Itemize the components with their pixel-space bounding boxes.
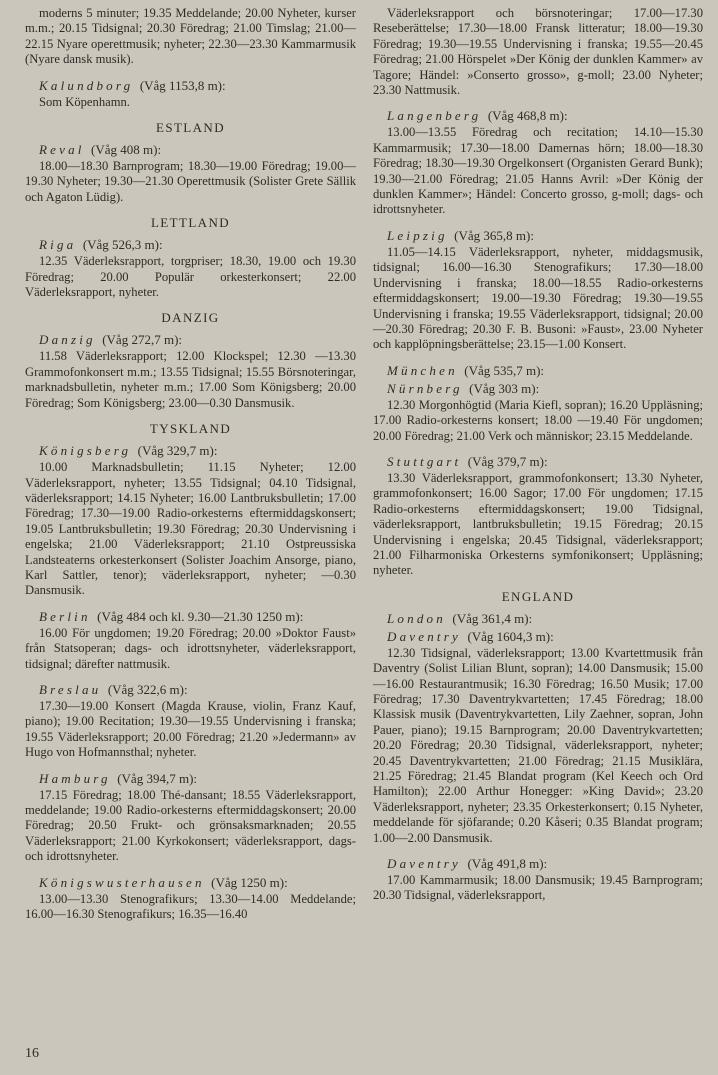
program-paragraph: 13.30 Väderleksrapport, grammofonkonsert; 13.30 Nyheter, grammofonkonsert; 16.00 Sagor; 17.00 För ungdomen; 17.15 Radio-orkesterns eftermiddagskonsert; 19.00 Tidsignal, väderleksrapport, lantbruksbulletin; 19.15 Föredrag; 20.15 Undervisning i engelska; 20.45 Tidsignal, väderleksrapport; 21.00 Filharmoniska Orkesterns symfonikonsert; Uppläsning; nyheter. [373, 470, 703, 578]
station-name: Leipzig [387, 227, 448, 243]
program-paragraph: 12.30 Morgonhögtid (Maria Kiefl, sopran); 16.20 Uppläsning; 17.00 Radio-orkesterns konsert; 18.00 —19.40 För ungdomen; 20.00 Föredrag; 21.00 Verk och människor; 23.15 Meddelande. [373, 397, 703, 443]
station-heading-leipzig [373, 227, 703, 245]
wavelength: (Våg 361,4 m): [452, 610, 533, 626]
program-paragraph: Som Köpenhamn. [39, 94, 130, 109]
country-heading-lettland: LETTLAND [150, 215, 231, 231]
station-name: Danzig [39, 332, 96, 348]
country-heading-england: ENGLAND [501, 588, 575, 604]
page-number: 16 [25, 1046, 39, 1061]
wavelength: (Våg 1153,8 m): [139, 77, 226, 93]
program-paragraph: 13.00—13.30 Stenografikurs; 13.30—14.00 Meddelande; 16.00—16.30 Stenografikurs; 16.35—16.40 [25, 891, 356, 922]
station-name: Breslau [39, 681, 102, 697]
program-paragraph: 13.00—13.55 Föredrag och recitation; 14.10—15.30 Kammarmusik; 17.30—18.00 Damernas hörn; 18.00—18.30 Föredrag; 18.30—19.30 Orgelkonsert (Organisten Gerard Bunk); 19.30—21.00 Föredrag; 21.05 Hanns Avril: »Der König der dunklen Kammer»; Händel: Concerto grosso, g-moll; dags- och idrottsnyheter. [373, 125, 703, 217]
program-paragraph: 10.00 Marknadsbulletin; 11.15 Nyheter; 12.00 Väderleksrapport, nyheter; 13.55 Tidsignal; 04.10 Tidsignal, väderleksrapport; 14.15 Nyheter; 16.00 Lantbruksbulletin; 17.00 Föredrag; 17.30—19.00 Radio-orkesterns eftermiddagskonsert; 19.05 Lantbruksbulletin; 19.30 Föredrag; 20.30 Undervisning i engelska; 21.00 Väderleksrapport; 21.10 Ostpreussiska Landsteaterns orkesterkonsert (Solister Joachim Ansorge, piano, Karl Sattler, tenor); väderleksrapport, nyheter; —0.30 Dansmusik. [25, 460, 356, 598]
station-name: Königsberg [39, 443, 132, 459]
station-heading-langenberg [373, 107, 703, 125]
wavelength: (Våg 365,8 m): [454, 227, 534, 243]
station-name: Hamburg [39, 770, 111, 786]
station-name: Stuttgart [387, 453, 462, 469]
station-heading-daventry [373, 855, 703, 873]
program-paragraph: 17.00 Kammarmusik; 18.00 Dansmusik; 19.45 Barnprogram; 20.30 Tidsignal, väderleksrapport, [373, 873, 703, 903]
program-paragraph: Väderleksrapport och börsnoteringar; 17.00—17.30 Reseberättelse; 17.30—18.00 Fransk litteratur; 18.00—19.30 Föredrag; 19.30—19.55 Undervisning i franska; 19.55—20.45 Föredrag; 21.00 Hörspelet »Der König der dunklen Kammer» av Tagore; Händel: »Conserto grosso», g-moll; 23.00 Nyheter; 23.30 Nattmusik. [373, 6, 703, 98]
station-heading-konigswusterhausen [25, 874, 356, 892]
wavelength: (Våg 535,7 m): [464, 362, 545, 378]
wavelength: (Våg 322,6 m): [107, 681, 188, 697]
program-paragraph: 17.30—19.00 Konsert (Magda Krause, violin, Franz Kauf, piano); 19.00 Recitation; 19.30—19.55 Undervisning i franska; 19.55 Väderleksrapport; 20.00 Föredrag; 21.20 »Jedermann» av Hugo von Hofmannsthal; nyheter. [25, 698, 356, 760]
country-heading-danzig: DANZIG [161, 310, 220, 326]
station-heading-riga [25, 236, 356, 254]
station-heading-nurnberg [373, 380, 703, 398]
station-heading-reval [25, 141, 356, 159]
left-column [25, 6, 356, 931]
station-name: Königswusterhausen [39, 874, 205, 890]
wavelength: (Våg 1604,3 m): [467, 628, 554, 644]
station-heading-hamburg [25, 770, 356, 788]
station-name: Berlin [39, 608, 91, 624]
station-name: Nürnberg [387, 380, 463, 396]
station-name: Kalundborg [39, 77, 134, 93]
right-column [373, 6, 703, 913]
program-paragraph: 11.58 Väderleksrapport; 12.00 Klockspel; 12.30 —13.30 Grammofonkonsert m.m.; 13.55 Tidsignal; 15.55 Börsnoteringar, marknadsbulletin, nyheter m.m.; 17.00 Som Königsberg; 20.00 Föredrag; Som Königsberg; 23.00—0.30 Dansmusik. [25, 349, 356, 410]
station-heading-konigsberg [25, 442, 356, 460]
wavelength: (Våg 491,8 m): [467, 856, 548, 872]
wavelength: (Våg 394,7 m): [117, 770, 198, 786]
station-heading-stuttgart [373, 453, 703, 471]
station-name: Daventry [387, 628, 461, 644]
station-name: München [387, 362, 458, 378]
wavelength: (Våg 329,7 m): [137, 443, 218, 459]
wavelength: (Våg 1250 m): [211, 874, 288, 890]
program-paragraph: 12.30 Tidsignal, väderleksrapport; 13.00 Kvartettmusik från Daventry (Solist Lilian Blunt, sopran); 14.00 Dansmusik; 15.00—16.00 Restaurantmusik; 16.30 Föredrag; 16.50 Musik; 17.00 Föredrag; 17.30 Daventrykvartetten; 17.45 Föredrag; 18.00 Klassisk musik (Daventrykvartetten, Lily Zaehner, sopran, John Pauer, piano); 19.15 Barnprogram; 20.00 Daventrykvartetten; 20.20 Föredrag; 20.30 Tidsignal, väderleksrapport, nyheter; 20.45 Daventrykvartetten; 21.00 Föredrag; 21.15 Musiklära, 21.25 Föredrag; 21.45 Blandat program (Kel Keech och Ord Hamilton); 22.00 Arthur Honegger: »King David»; 23.20 Väderleksrapport, nyheter; 23.35 Orkesterkonsert; 0.15 Nyheter, meddelande för sjöfarande; 0.20 Kåseri; 0.35 Blandat program; 1.00—2.00 Dansmusik. [373, 645, 703, 845]
station-heading-daventry [373, 628, 703, 646]
country-heading-tyskland: TYSKLAND [149, 421, 232, 437]
program-paragraph: 18.00—18.30 Barnprogram; 18.30—19.00 Föredrag; 19.00—19.30 Nyheter; 19.30—21.30 Operettmusik (Solister Grete Sällik och Agaton Lüdig). [25, 159, 356, 204]
station-heading-berlin [25, 608, 356, 626]
country-heading-estland: ESTLAND [155, 120, 226, 136]
station-name: Riga [39, 237, 77, 253]
program-paragraph: 11.05—14.15 Väderleksrapport, nyheter, middagsmusik, tidsignal; 16.00—16.30 Stenografikurs; 17.30—18.00 Undervisning i franska; 18.00—18.55 Radio-orkesterns eftermiddagskonsert; 19.00—19.30 Föredrag; 19.30—19.55 Undervisning i franska; 19.55 Väderleksrapport, tidsignal; 20.00—20.30 Föredrag; 20.30 F. B. Busoni: »Faust», 23.00 Nyheter och kapplöpningsberättelse; 23.15—1.00 Konsert. [373, 244, 703, 352]
program-paragraph: 16.00 För ungdomen; 19.20 Föredrag; 20.00 »Doktor Faust» från Statsoperan; dags- och idrottsnyheter, väderleksrapport, tidsignal; därefter nattmusik. [25, 625, 356, 671]
station-name: Langenberg [387, 108, 482, 124]
station-heading-london [373, 610, 703, 628]
wavelength: (Våg 526,3 m): [82, 237, 163, 253]
station-name: Daventry [387, 856, 461, 872]
station-heading-kalundborg [25, 77, 356, 95]
station-name: Reval [39, 142, 85, 158]
program-paragraph: 17.15 Föredrag; 18.00 Thé-dansant; 18.55 Väderleksrapport, meddelande; 19.00 Radio-orkesterns eftermiddagskonsert; 20.00 Föredrag; 20.50 Frukt- och grönsaksmarknaden; 20.55 Väderleksrapport; 21.00 Kyrkokonsert; väderleksrapport, dags- och idrottsnyheter. [25, 787, 356, 864]
wavelength: (Våg 272,7 m): [102, 332, 183, 348]
wavelength: (Våg 484 och kl. 9.30—21.30 1250 m): [97, 608, 304, 624]
wavelength: (Våg 408 m): [91, 142, 162, 158]
station-heading-breslau [25, 681, 356, 699]
wavelength: (Våg 303 m): [469, 380, 540, 396]
program-paragraph: 12.35 Väderleksrapport, torgpriser; 18.30, 19.00 och 19.30 Föredrag; 20.00 Populär orkesterkonsert; 22.00 Väderleksrapport, nyheter. [25, 254, 356, 300]
program-paragraph: moderns 5 minuter; 19.35 Meddelande; 20.00 Nyheter, kurser m.m.; 20.15 Tidsignal; 20.30 Föredrag; 21.00 Timslag; 21.00—22.15 Nyare operettmusik; nyheter; 22.30—23.30 Kammarmusik (Nyare dansk musik). [25, 6, 356, 67]
wavelength: (Våg 468,8 m): [487, 108, 568, 124]
station-name: London [387, 610, 446, 626]
station-heading-munchen [373, 362, 703, 380]
station-heading-danzig [25, 331, 356, 349]
wavelength: (Våg 379,7 m): [467, 453, 548, 469]
